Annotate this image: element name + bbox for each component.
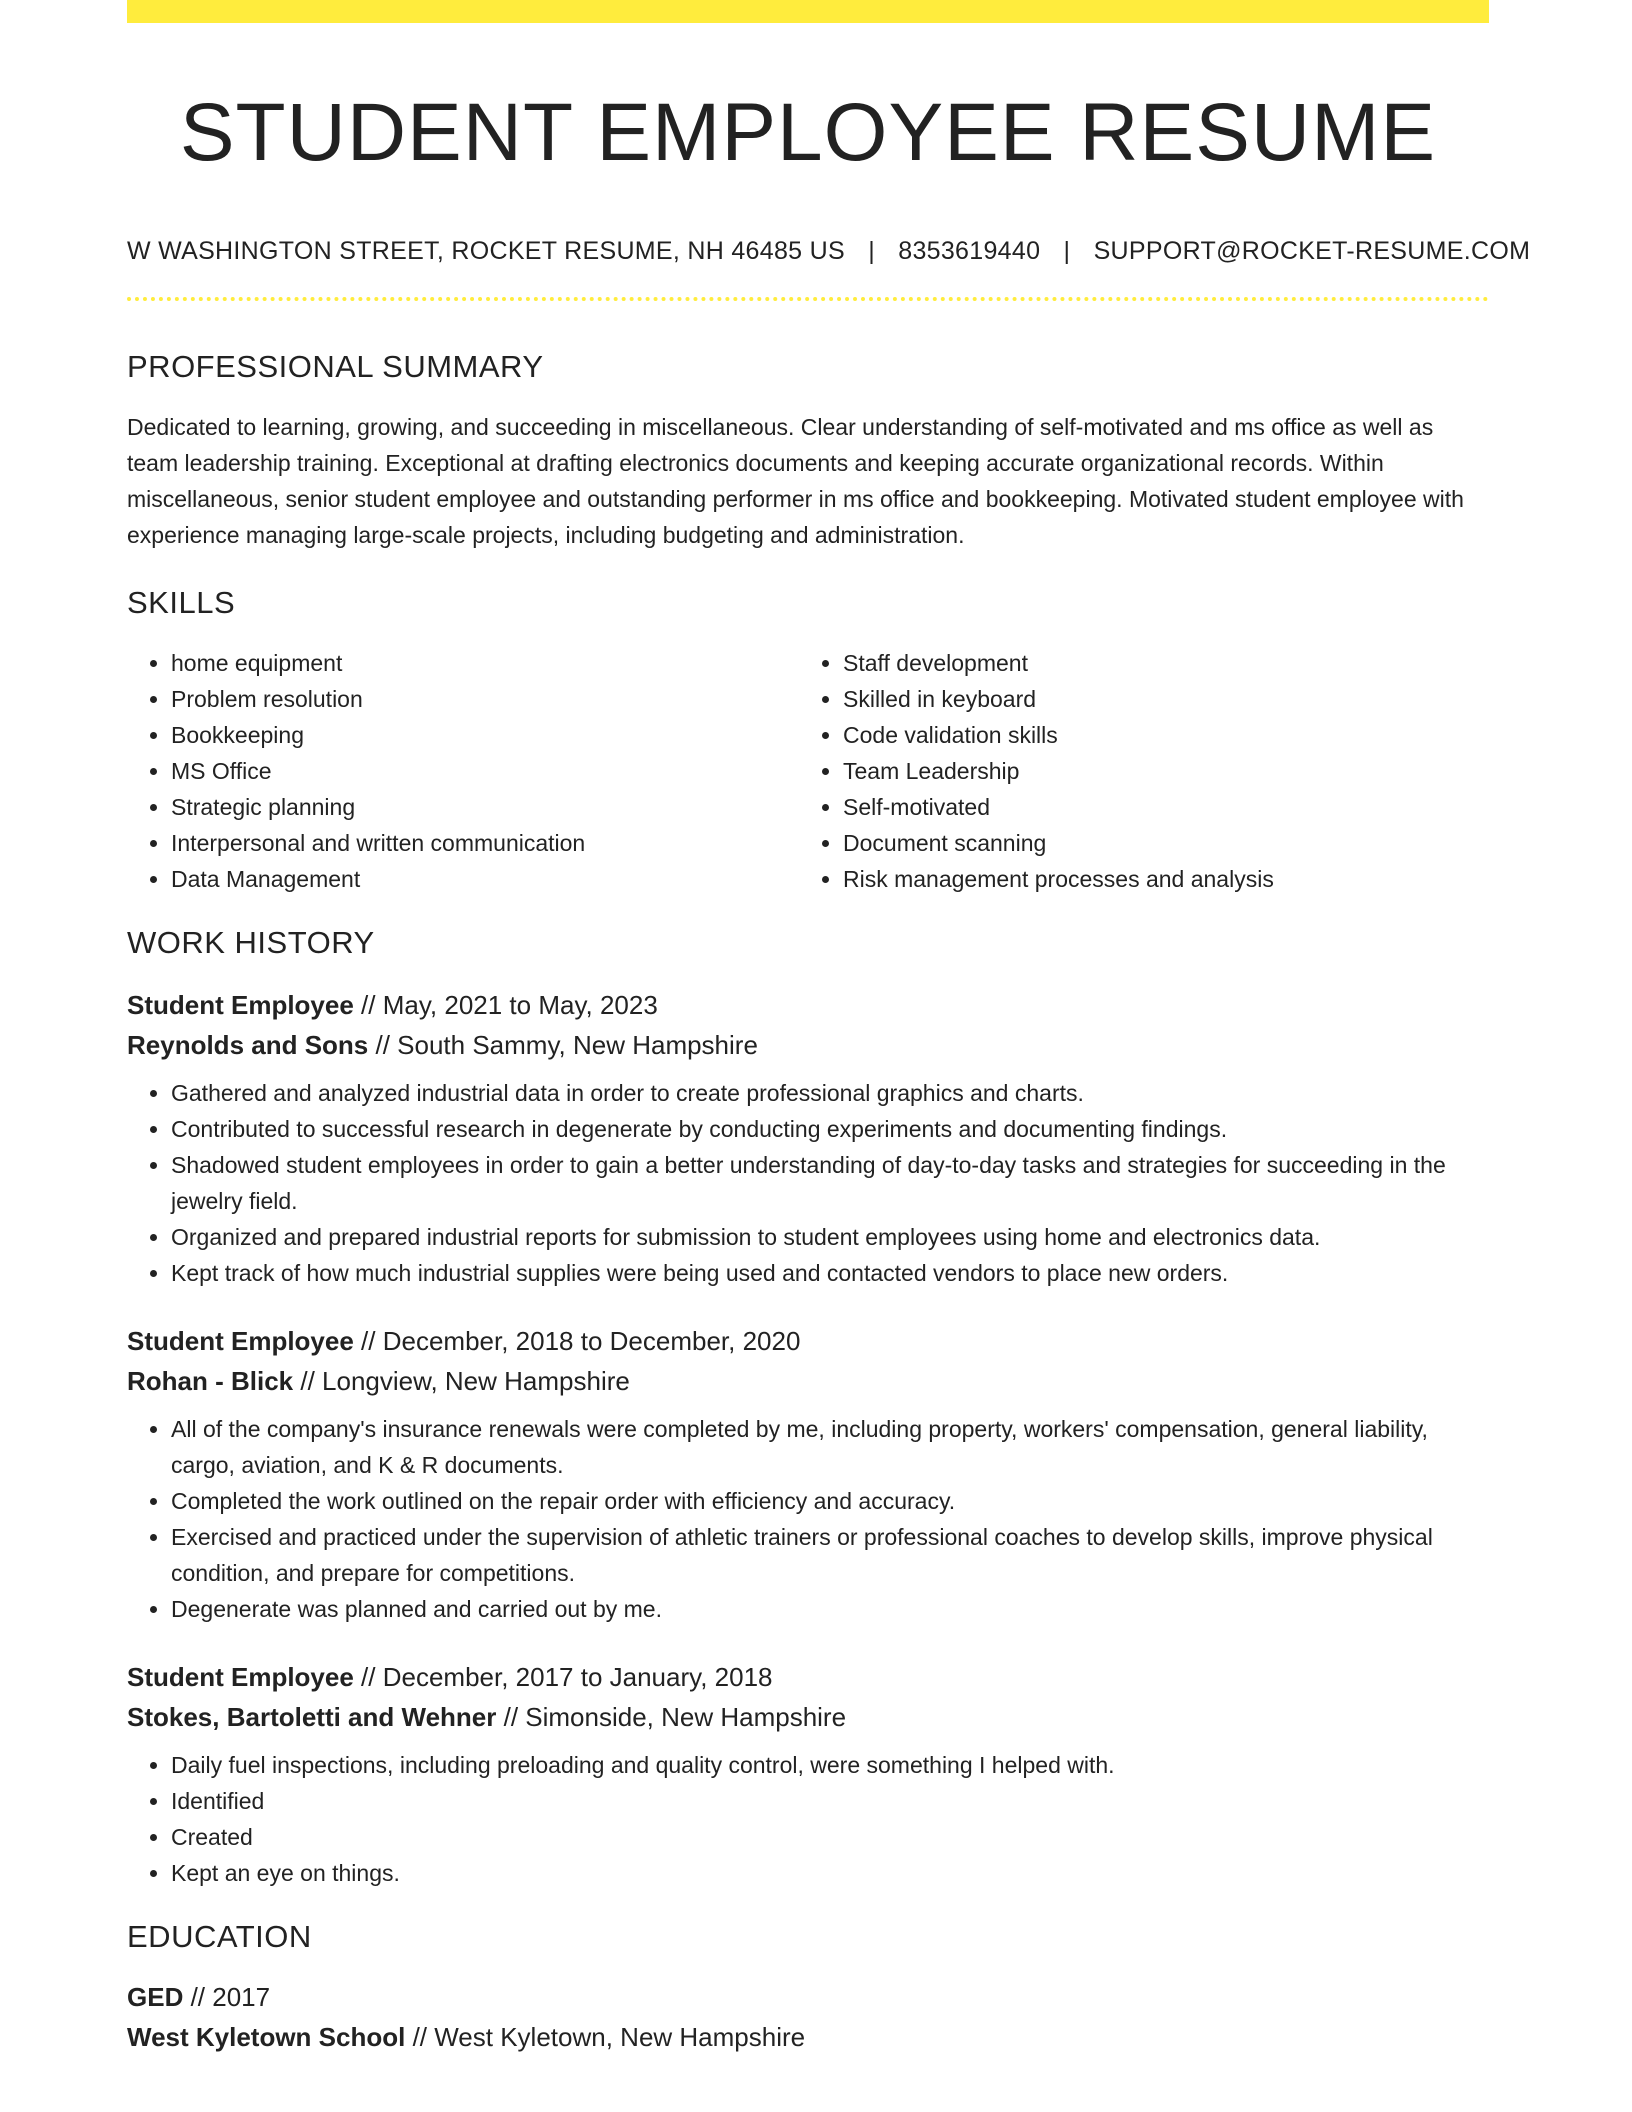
job-dates: // December, 2017 to January, 2018 (353, 1662, 773, 1692)
job-company: Rohan - Blick (127, 1366, 294, 1396)
job-bullet: • Organized and prepared industrial reports for submission to student employees using home and electronics data. (171, 1219, 1489, 1255)
job-bullet: • Kept track of how much industrial supplies were being used and contacted vendors to place new orders. (171, 1255, 1489, 1291)
job-title-line (127, 1657, 1489, 1697)
job-bullet: • Kept an eye on things. (171, 1855, 1489, 1891)
dotted-divider (127, 297, 1489, 301)
skill-item: • Bookkeeping (171, 717, 799, 753)
skill-item: • Data Management (171, 861, 799, 897)
skill-item: • Interpersonal and written communication (171, 825, 799, 861)
job-bullet: • Created (171, 1819, 1489, 1855)
skill-item: • Staff development (843, 645, 1471, 681)
education-heading: EDUCATION (127, 1919, 312, 1954)
contact-address: W WASHINGTON STREET, ROCKET RESUME, NH 46485 US (127, 237, 845, 265)
job-entry (127, 985, 1489, 1291)
skill-item: • home equipment (171, 645, 799, 681)
job-location: // Longview, New Hampshire (293, 1366, 630, 1396)
skill-item: • Risk management processes and analysis (843, 861, 1471, 897)
skill-item: • Code validation skills (843, 717, 1471, 753)
contact-phone: 8353619440 (898, 237, 1041, 265)
job-company: Stokes, Bartoletti and Wehner (127, 1702, 497, 1732)
job-title-line (127, 985, 1489, 1025)
job-bullet: • Exercised and practiced under the supervision of athletic trainers or professional coaches to develop skills, improve physical condition, and prepare for competitions. (171, 1519, 1489, 1591)
job-bullet: • Contributed to successful research in degenerate by conducting experiments and documenting findings. (171, 1111, 1489, 1147)
skill-item: • Self-motivated (843, 789, 1471, 825)
job-company-line (127, 1025, 1489, 1065)
job-title: Student Employee (127, 1326, 354, 1356)
education-year: // 2017 (183, 1982, 271, 2012)
skill-item: • Document scanning (843, 825, 1471, 861)
job-entry (127, 1321, 1489, 1627)
job-location: // Simonside, New Hampshire (496, 1702, 847, 1732)
job-dates: // December, 2018 to December, 2020 (353, 1326, 801, 1356)
job-entry (127, 1657, 1489, 1891)
job-company: Reynolds and Sons (127, 1030, 369, 1060)
job-bullet: • Shadowed student employees in order to gain a better understanding of day-to-day tasks and strategies for succeeding in the jewelry field. (171, 1147, 1489, 1219)
job-dates: // May, 2021 to May, 2023 (353, 990, 658, 1020)
job-bullet: • Degenerate was planned and carried out by me. (171, 1591, 1489, 1627)
skills-right-column (799, 645, 1471, 897)
skill-item: • Problem resolution (171, 681, 799, 717)
skill-item: • Skilled in keyboard (843, 681, 1471, 717)
job-title: Student Employee (127, 990, 354, 1020)
summary-text: Dedicated to learning, growing, and succeeding in miscellaneous. Clear understanding of self-motivated and ms office as well as team leadership training. Exceptional at drafting electronics documents and keeping accurate organizational records. Within miscellaneous, senior student employee and outstanding performer in ms office and bookkeeping. Motivated student employee with experience managing large-scale projects, including budgeting and administration. (127, 414, 1464, 548)
job-company-line (127, 1361, 1489, 1401)
job-title: Student Employee (127, 1662, 354, 1692)
education-degree-line (127, 1977, 1489, 2017)
skills-left-column (127, 645, 799, 897)
contact-separator: | (868, 237, 875, 265)
education-school: West Kyletown School (127, 2022, 406, 2052)
education-school-line (127, 2017, 1489, 2057)
contact-separator: | (1063, 237, 1071, 265)
education-degree: GED (127, 1982, 184, 2012)
job-bullet: • All of the company's insurance renewals were completed by me, including property, workers' compensation, general liability, cargo, aviation, and K & R documents. (171, 1411, 1489, 1483)
summary-heading: PROFESSIONAL SUMMARY (127, 349, 544, 384)
education-location: // West Kyletown, New Hampshire (405, 2022, 806, 2052)
skill-item: • Team Leadership (843, 753, 1471, 789)
resume-title: STUDENT EMPLOYEE RESUME (179, 87, 1437, 178)
job-bullets (127, 1075, 1489, 1291)
job-bullet: • Daily fuel inspections, including preloading and quality control, were something I helped with. (171, 1747, 1489, 1783)
education-entry (127, 1977, 1489, 2057)
contact-email: SUPPORT@ROCKET-RESUME.COM (1093, 237, 1531, 265)
skill-item: • MS Office (171, 753, 799, 789)
skills-heading: SKILLS (127, 585, 236, 620)
job-bullet: • Gathered and analyzed industrial data in order to create professional graphics and charts. (171, 1075, 1489, 1111)
work-history-heading: WORK HISTORY (127, 925, 375, 960)
job-bullets (127, 1411, 1489, 1627)
skill-item: • Strategic planning (171, 789, 799, 825)
job-bullet: • Completed the work outlined on the repair order with efficiency and accuracy. (171, 1483, 1489, 1519)
job-bullets (127, 1747, 1489, 1891)
job-location: // South Sammy, New Hampshire (368, 1030, 758, 1060)
resume-page (127, 0, 1531, 2057)
contact-line (127, 235, 1531, 267)
job-company-line (127, 1697, 1489, 1737)
top-accent-bar (127, 0, 1489, 23)
skills-grid (127, 645, 1489, 897)
job-bullet: • Identified (171, 1783, 1489, 1819)
job-title-line (127, 1321, 1489, 1361)
